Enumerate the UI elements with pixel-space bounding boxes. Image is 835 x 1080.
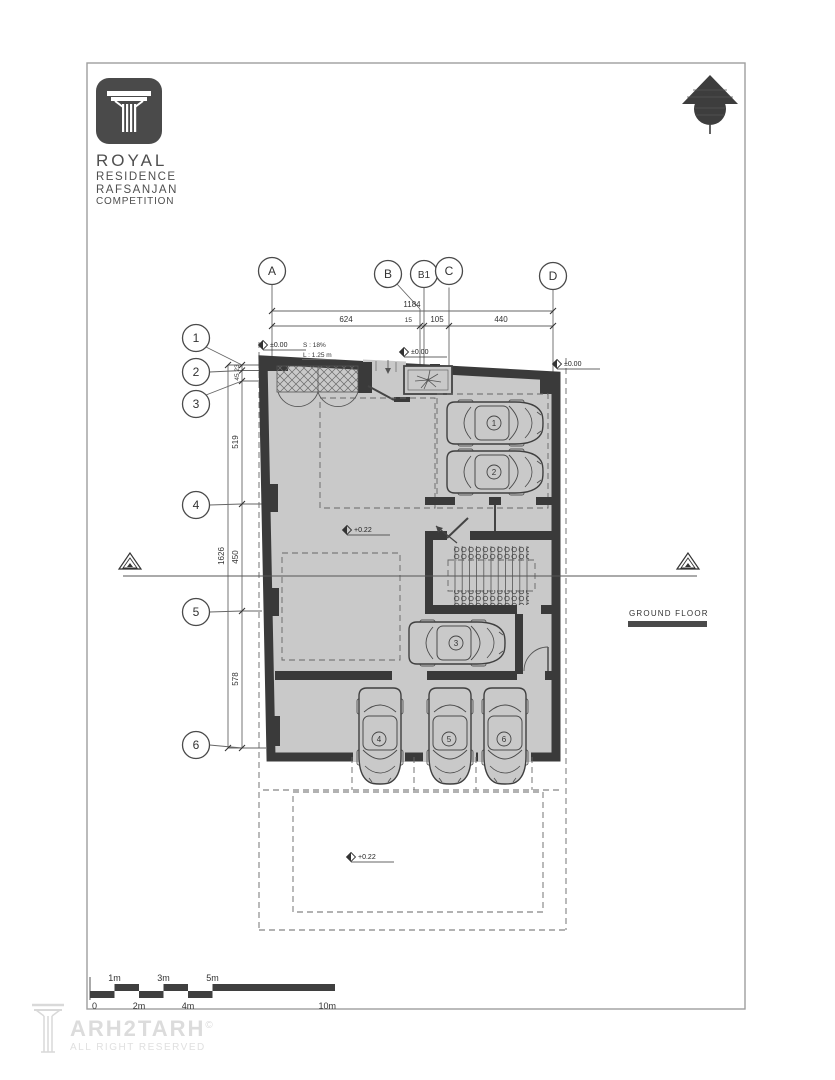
grid-label-B1: B1 [417,270,431,281]
project-title: ROYAL [96,151,168,170]
watermark-brand [70,1014,215,1041]
car-number-6: 6 [501,735,507,744]
dim-seg-12: 23 [234,364,241,372]
grid-label-B: B [383,267,393,281]
dim-total-width: 1184 [403,300,421,309]
level-marker-icon [347,853,395,863]
car-number-3: 3 [453,639,459,648]
level-label: ±0.00 [411,349,429,356]
row-grid [183,325,267,759]
level-label: +0.22 [354,527,372,534]
car-number-1: 1 [491,419,497,428]
level-marker-icon [553,360,601,370]
grid-label-4: 4 [192,498,200,512]
ramp-length-label: L : 1.25 m [303,352,332,359]
tarh2tarh-watermark [30,1000,215,1060]
floor-label [628,609,709,627]
level-label: ±0.00 [270,342,288,349]
planter [404,366,452,394]
column-watermark-icon [30,1000,66,1060]
scale-label-3m: 3m [157,973,170,983]
dim-seg-45: 450 [231,550,240,564]
scale-label-4m: 4m [181,1001,195,1011]
dim-seg-BB1: 15 [404,317,412,324]
grid-label-5: 5 [192,605,200,619]
copyright-icon: © [205,1020,215,1031]
level-marker-icon [400,348,448,358]
level-label: +0.22 [358,854,376,861]
column-logo-icon [96,78,162,144]
logo [96,78,162,144]
title-block [96,78,216,208]
watermark-brand-text: ARH2TARH [70,1016,206,1041]
level-label: ±0.00 [564,361,582,368]
dim-total-height: 1626 [217,547,226,565]
watermark-rights: ALL RIGHT RESERVED [70,1042,206,1053]
building-plan [259,341,601,931]
ramp-slope-label: S : 18% [303,342,326,349]
project-subtitle: RAFSANJAN [96,183,178,196]
scale-label-2m: 2m [132,1001,146,1011]
car-number-2: 2 [491,468,497,477]
dim-seg-23: 45 [234,373,241,381]
dim-seg-34: 519 [231,435,240,449]
dim-seg-CD: 440 [494,315,508,324]
grid-label-D: D [548,269,558,283]
grid-label-C: C [444,264,454,278]
grid-label-A: A [267,264,277,278]
car-number-5: 5 [446,735,452,744]
top-dimension-lines [269,300,556,329]
section-marker-icon [677,553,699,569]
floor-label-bar [628,621,707,627]
grid-label-2: 2 [192,365,200,379]
scale-label-1m: 1m [108,973,121,983]
grid-label-1: 1 [192,331,200,345]
north-arrow-icon [682,75,738,134]
level-marker-icon [259,341,307,351]
dim-seg-56: 578 [231,672,240,686]
dim-seg-AB: 624 [339,315,353,324]
dim-seg-B1C: 105 [430,315,444,324]
scale-label-10m: 10m [318,1001,336,1011]
watermark-text [66,1000,215,1053]
project-subtitle: COMPETITION [96,196,175,207]
section-marker-icon [119,553,141,569]
grid-label-6: 6 [192,738,200,752]
floor-label-text: GROUND FLOOR [629,609,709,618]
project-subtitle: RESIDENCE [96,171,177,183]
scale-label-5m: 5m [206,973,219,983]
grid-label-3: 3 [192,397,200,411]
scale-label-0: 0 [92,1001,98,1011]
car-number-4: 4 [376,735,382,744]
